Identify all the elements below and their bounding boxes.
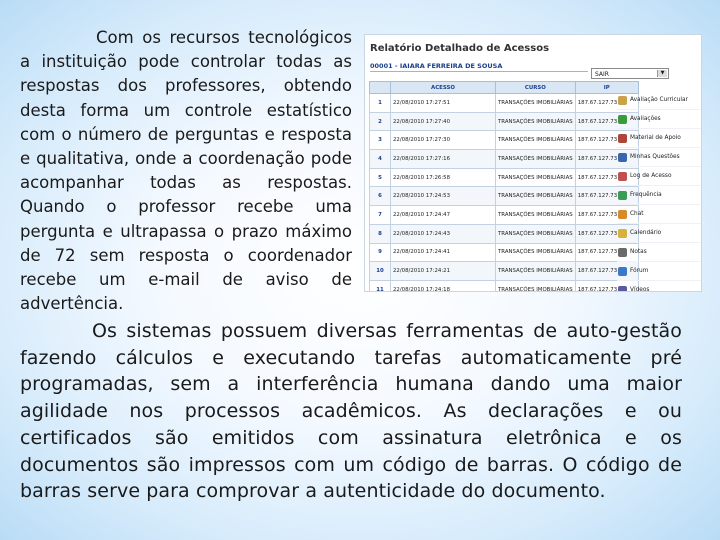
- row-number: 9: [370, 243, 391, 262]
- row-number: 4: [370, 150, 391, 169]
- column-header: CURSO: [496, 82, 576, 94]
- body-paragraph: Os sistemas possuem diversas ferramentas de auto-gestão fazendo cálculos e executando tarefas automaticamente pré programadas, sem a interferência humana dando uma maior agilidade nos processos acadêmicos. As declarações e ou certificados são emitidos com assinatura eletrônica e os documentos são impressos com um código de barras. O código de barras serve para comprovar a autenticidade do documento.: [20, 320, 682, 503]
- menu-item[interactable]: [617, 205, 701, 224]
- menu-item[interactable]: [617, 243, 701, 262]
- column-header: [370, 82, 391, 94]
- row-number: 11: [370, 280, 391, 292]
- access-report-panel: [364, 34, 702, 292]
- access-datetime: 22/08/2010 17:26:58: [391, 168, 496, 187]
- table-row: [370, 150, 639, 169]
- chevron-down-icon[interactable]: ▼: [657, 70, 667, 77]
- menu-item[interactable]: [617, 167, 701, 186]
- ip-address: 187.67.127.73: [575, 187, 638, 206]
- row-number: 3: [370, 131, 391, 150]
- table-row: [370, 243, 639, 262]
- calendar-icon: [618, 229, 627, 238]
- row-number: 2: [370, 112, 391, 131]
- access-table: [369, 81, 639, 292]
- row-number: 1: [370, 94, 391, 113]
- menu-select[interactable]: [591, 68, 669, 79]
- ip-address: 187.67.127.73: [575, 168, 638, 187]
- menu-item[interactable]: [617, 224, 701, 243]
- access-datetime: 22/08/2010 17:24:18: [391, 280, 496, 292]
- access-datetime: 22/08/2010 17:27:30: [391, 131, 496, 150]
- ip-address: 187.67.127.73: [575, 262, 638, 281]
- menu-item-label: Notas: [630, 249, 647, 255]
- access-datetime: 22/08/2010 17:27:16: [391, 150, 496, 169]
- row-number: 6: [370, 187, 391, 206]
- table-row: [370, 224, 639, 243]
- document-icon: [618, 96, 627, 105]
- access-datetime: 22/08/2010 17:27:51: [391, 94, 496, 113]
- ip-address: 187.67.127.73: [575, 280, 638, 292]
- chat-icon: [618, 210, 627, 219]
- forum-icon: [618, 267, 627, 276]
- course-name: TRANSAÇÕES IMOBILIÁRIAS: [496, 168, 576, 187]
- menu-item[interactable]: [617, 186, 701, 205]
- divider: [370, 71, 588, 72]
- table-row: [370, 187, 639, 206]
- report-student-name: 00001 - IAIARA FERREIRA DE SOUSA: [370, 62, 503, 70]
- course-name: TRANSAÇÕES IMOBILIÁRIAS: [496, 187, 576, 206]
- ip-address: 187.67.127.73: [575, 224, 638, 243]
- column-header: ACESSO: [391, 82, 496, 94]
- table-row: [370, 94, 639, 113]
- row-number: 7: [370, 206, 391, 225]
- course-name: TRANSAÇÕES IMOBILIÁRIAS: [496, 150, 576, 169]
- column-header: IP: [575, 82, 638, 94]
- table-row: [370, 112, 639, 131]
- calendar-icon: [618, 191, 627, 200]
- menu-item-label: Log de Acesso: [630, 173, 672, 179]
- menu-item-label: Avaliações: [630, 116, 661, 122]
- table-row: [370, 206, 639, 225]
- row-number: 8: [370, 224, 391, 243]
- menu-item-label: Material de Apoio: [630, 135, 681, 141]
- video-icon: [618, 286, 627, 293]
- ip-address: 187.67.127.73: [575, 206, 638, 225]
- table-row: [370, 168, 639, 187]
- course-name: TRANSAÇÕES IMOBILIÁRIAS: [496, 206, 576, 225]
- check-icon: [618, 115, 627, 124]
- report-title: Relatório Detalhado de Acessos: [370, 43, 550, 54]
- access-datetime: 22/08/2010 17:24:21: [391, 262, 496, 281]
- row-number: 10: [370, 262, 391, 281]
- intro-paragraph: Com os recursos tecnológicos a instituição pode controlar todas as respostas dos professores, obtendo desta forma um controle estatístico com o número de perguntas e resposta e qualitativa, onde a coordenação pode acompanhar todas as respostas. Quando o professor recebe uma pergunta e ultrapassa o prazo máximo de 72 sem resposta o coordenador recebe um e-mail de aviso de advertência.: [20, 28, 352, 314]
- course-name: TRANSAÇÕES IMOBILIÁRIAS: [496, 94, 576, 113]
- ip-address: 187.67.127.73: [575, 150, 638, 169]
- table-row: [370, 131, 639, 150]
- menu-item[interactable]: [617, 110, 701, 129]
- access-datetime: 22/08/2010 17:24:53: [391, 187, 496, 206]
- access-datetime: 22/08/2010 17:24:47: [391, 206, 496, 225]
- table-row: [370, 262, 639, 281]
- course-name: TRANSAÇÕES IMOBILIÁRIAS: [496, 112, 576, 131]
- menu-item-label: Frequência: [630, 192, 662, 198]
- log-icon: [618, 172, 627, 181]
- menu-item[interactable]: [617, 262, 701, 281]
- table-row: [370, 280, 639, 292]
- ip-address: 187.67.127.73: [575, 243, 638, 262]
- menu-item-label: Avaliação Curricular: [630, 97, 688, 103]
- menu-item[interactable]: [617, 91, 701, 110]
- menu-item-label: Minhas Questões: [630, 154, 680, 160]
- question-icon: [618, 153, 627, 162]
- menu-item-label: Vídeos: [630, 287, 650, 292]
- row-number: 5: [370, 168, 391, 187]
- grade-icon: [618, 248, 627, 257]
- course-name: TRANSAÇÕES IMOBILIÁRIAS: [496, 262, 576, 281]
- book-icon: [618, 134, 627, 143]
- access-datetime: 22/08/2010 17:24:43: [391, 224, 496, 243]
- course-name: TRANSAÇÕES IMOBILIÁRIAS: [496, 224, 576, 243]
- course-name: TRANSAÇÕES IMOBILIÁRIAS: [496, 131, 576, 150]
- menu-item-label: Chat: [630, 211, 644, 217]
- ip-address: 187.67.127.73: [575, 94, 638, 113]
- access-datetime: 22/08/2010 17:24:41: [391, 243, 496, 262]
- menu-item[interactable]: [617, 129, 701, 148]
- course-name: TRANSAÇÕES IMOBILIÁRIAS: [496, 243, 576, 262]
- menu-item-label: Calendário: [630, 230, 662, 236]
- ip-address: 187.67.127.73: [575, 112, 638, 131]
- menu-item-label: Fórum: [630, 268, 649, 274]
- menu-select-value: SAIR: [595, 71, 609, 78]
- course-name: TRANSAÇÕES IMOBILIÁRIAS: [496, 280, 576, 292]
- menu-item[interactable]: [617, 281, 701, 292]
- menu-item[interactable]: [617, 148, 701, 167]
- access-datetime: 22/08/2010 17:27:40: [391, 112, 496, 131]
- side-menu: [617, 91, 701, 292]
- ip-address: 187.67.127.73: [575, 131, 638, 150]
